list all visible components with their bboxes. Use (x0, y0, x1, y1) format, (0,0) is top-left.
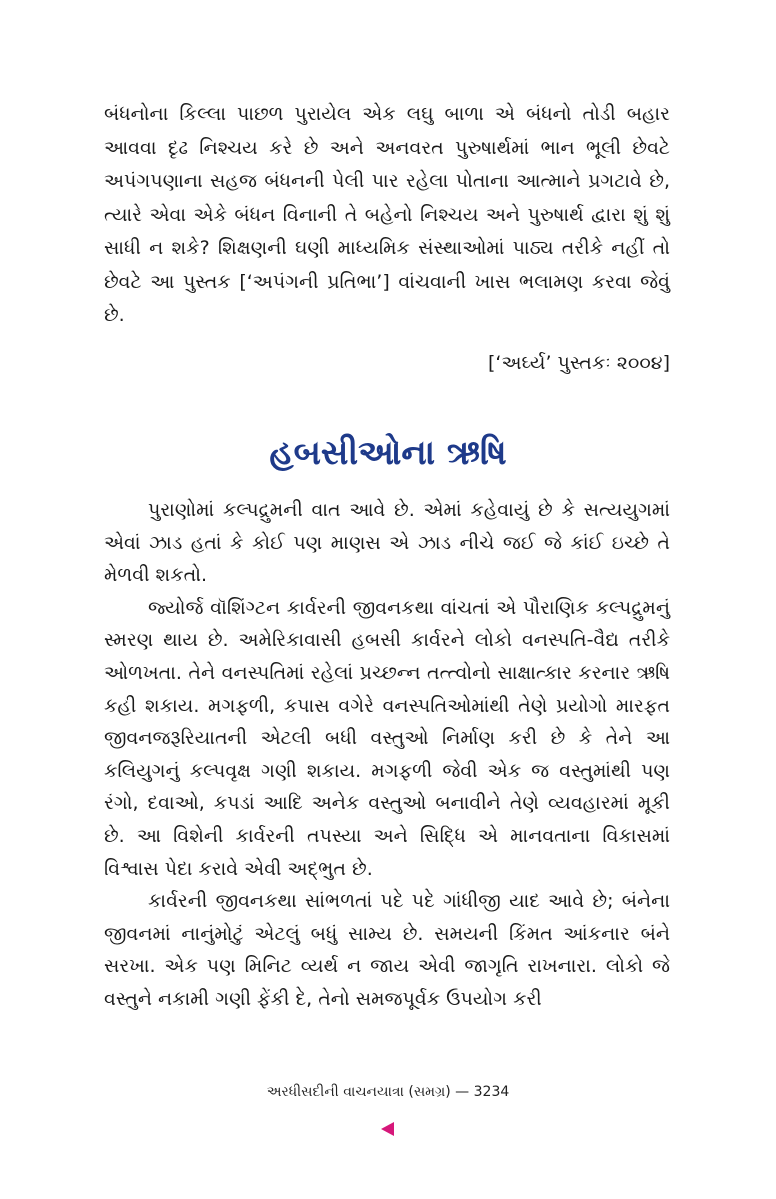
paragraph: પુરાણોમાં કલ્પદ્રુમની વાત આવે છે. એમાં કહેવાયું છે કે સત્યયુગમાં એવાં ઝાડ હતાં કે કોઈ પણ માણસ એ ઝાડ નીચે જઈ જે કાંઈ ઇચ્છે તે મેળવી શકતો. (104, 499, 670, 587)
previous-page-arrow-icon[interactable] (381, 1122, 394, 1136)
citation: [‘અર્ઘ્ય’ પુસ્તકઃ ૨૦૦૪] (488, 352, 670, 374)
paragraph: જ્યોર્જ વૉશિંગ્ટન કાર્વરની જીવનકથા વાંચતાં એ પૌરાણિક કલ્પદ્રુમનું સ્મરણ થાય છે. અમેરિકાવાસી હબસી કાર્વરને લોકો વનસ્પતિ-વૈદ્ય તરીકે ઓળખતા. તેને વનસ્પતિમાં રહેલાં પ્રચ્છન્ન તત્ત્વોનો સાક્ષાત્કાર કરનાર ઋષિ કહી શકાય. મગફળી, કપાસ વગેરે વનસ્પતિઓમાંથી તેણે પ્રયોગો મારફત જીવનજરૂરિયાતની એટલી બધી વસ્તુઓ નિર્માણ કરી છે કે તેને આ કલિયુગનું કલ્પવૃક્ષ ગણી શકાય. મગફળી જેવી એક જ વસ્તુમાંથી પણ રંગો, દવાઓ, કપડાં આદિ અનેક વસ્તુઓ બનાવીને તેણે વ્યવહારમાં મૂકી છે. આ વિશેની કાર્વરની તપસ્યા અને સિદ્ધિ એ માનવતાના વિકાસમાં વિશ્વાસ પેદા કરાવે એવી અદ્ભુત છે. (104, 596, 670, 880)
page-footer: અરધીસદીની વાચનયાત્રા (સમગ્ર) — 3234 (266, 1084, 510, 1100)
paragraph: કાર્વરની જીવનકથા સાંભળતાં પદે પદે ગાંધીજી યાદ આવે છે; બંનેના જીવનમાં નાનુંમોટું એટલું બધું સામ્ય છે. સમયની કિંમત આંકનાર બંને સરખા. એક પણ મિનિટ વ્યર્થ ન જાય એવી જાગૃતિ રાખનારા. લોકો જે વસ્તુને નકામી ગણી ફેંકી દે, તેનો સમજપૂર્વક ઉપયોગ કરી (104, 890, 670, 1010)
chapter-heading: હબસીઓના ઋષિ (269, 433, 507, 473)
top-paragraph: બંધનોના કિલ્લા પાછળ પુરાયેલ એક લઘુ બાળા એ બંધનો તોડી બહાર આવવા દૃઢ નિશ્ચય કરે છે અને અનવરત પુરુષાર્થમાં ભાન ભૂલી છેવટે અપંગપણાના સહજ બંધનની પેલી પાર રહેલા પોતાના આત્માને પ્રગટાવે છે, ત્યારે એવા એકે બંધન વિનાની તે બહેનો નિશ્ચય અને પુરુષાર્થ દ્વારા શું શું સાધી ન શકે? શિક્ષણની ઘણી માધ્યમિક સંસ્થાઓમાં પાઠ્ય તરીકે નહીં તો છેવટે આ પુસ્તક [‘અપંગની પ્રતિભા’] વાંચવાની ખાસ ભલામણ કરવા જેવું છે. (104, 103, 670, 326)
chapter-body (104, 494, 670, 1016)
